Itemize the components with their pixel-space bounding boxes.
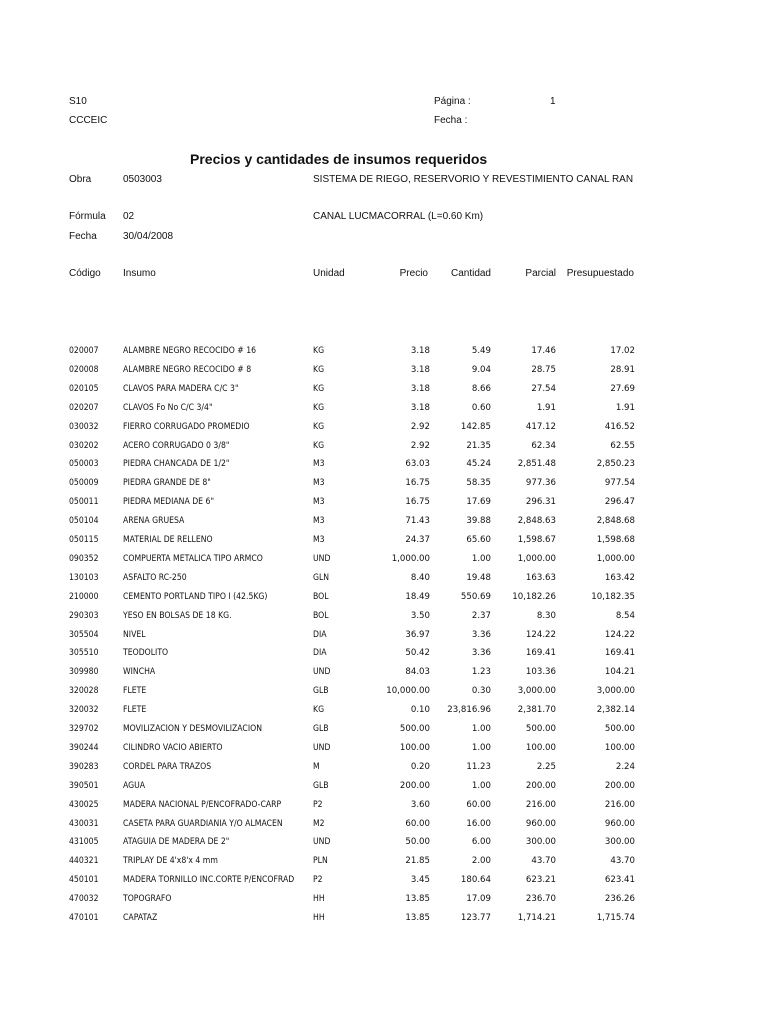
row-cantidad: 3.36 bbox=[471, 648, 491, 659]
row-precio: 8.40 bbox=[410, 572, 430, 583]
col-header-cantidad: Cantidad bbox=[450, 268, 491, 279]
row-insumo: TOPOGRAFO bbox=[123, 894, 172, 905]
row-insumo: MADERA NACIONAL P/ENCOFRADO-CARP bbox=[123, 799, 282, 810]
row-insumo: MADERA TORNILLO INC.CORTE P/ENCOFRAD bbox=[123, 875, 295, 886]
table-row bbox=[0, 855, 768, 874]
row-parcial: 27.54 bbox=[531, 383, 556, 394]
row-parcial: 216.00 bbox=[525, 799, 556, 810]
row-codigo: 090352 bbox=[69, 553, 99, 564]
row-parcial: 10,182.26 bbox=[512, 591, 556, 602]
row-precio: 2.92 bbox=[410, 421, 430, 432]
row-precio: 3.18 bbox=[410, 383, 430, 394]
row-precio: 3.18 bbox=[410, 346, 430, 356]
row-presupuestado: 1,715.74 bbox=[596, 913, 635, 923]
row-precio: 84.03 bbox=[405, 667, 430, 678]
row-precio: 3.60 bbox=[410, 799, 430, 810]
row-unidad: M3 bbox=[313, 516, 325, 527]
row-parcial: 2.25 bbox=[536, 761, 556, 772]
row-unidad: GLB bbox=[313, 724, 329, 734]
row-insumo: CAPATAZ bbox=[123, 913, 158, 923]
row-codigo: 320028 bbox=[69, 686, 99, 697]
row-cantidad: 1.00 bbox=[471, 742, 491, 753]
row-presupuestado: 2,382.14 bbox=[596, 705, 635, 716]
formula-label: Fórmula bbox=[69, 211, 106, 222]
col-header-insumo: Insumo bbox=[123, 268, 156, 279]
row-cantidad: 60.00 bbox=[466, 799, 491, 810]
row-cantidad: 8.66 bbox=[471, 383, 491, 394]
row-insumo: CILINDRO VACIO ABIERTO bbox=[123, 742, 223, 753]
col-header-presupuestado: Presupuestado bbox=[566, 268, 634, 279]
row-precio: 10,000.00 bbox=[386, 686, 430, 697]
fecha-value: 30/04/2008 bbox=[123, 231, 174, 242]
row-unidad: KG bbox=[313, 402, 325, 413]
company-code: CCCEIC bbox=[69, 115, 108, 126]
row-precio: 100.00 bbox=[399, 742, 430, 753]
row-precio: 71.43 bbox=[405, 516, 430, 527]
row-insumo: YESO EN BOLSAS DE 18 KG. bbox=[123, 610, 232, 621]
row-insumo: PIEDRA CHANCADA DE 1/2" bbox=[123, 459, 230, 470]
table-row bbox=[0, 666, 768, 685]
row-codigo: 030032 bbox=[69, 421, 99, 432]
row-unidad: KG bbox=[313, 705, 325, 716]
row-insumo: ALAMBRE NEGRO RECOCIDO # 8 bbox=[123, 364, 252, 375]
row-insumo: AGUA bbox=[123, 780, 146, 791]
row-codigo: 050115 bbox=[69, 535, 99, 545]
row-presupuestado: 977.54 bbox=[604, 478, 635, 489]
row-presupuestado: 216.00 bbox=[604, 799, 635, 810]
row-cantidad: 1.00 bbox=[471, 780, 491, 791]
table-row bbox=[0, 591, 768, 610]
row-codigo: 210000 bbox=[69, 591, 99, 602]
row-precio: 2.92 bbox=[410, 440, 430, 451]
row-parcial: 2,851.48 bbox=[517, 459, 556, 470]
table-row bbox=[0, 874, 768, 893]
row-unidad: P2 bbox=[313, 875, 323, 886]
system-code: S10 bbox=[69, 96, 87, 107]
row-parcial: 28.75 bbox=[531, 364, 556, 375]
row-cantidad: 58.35 bbox=[466, 478, 491, 489]
row-codigo: 390283 bbox=[69, 761, 99, 772]
table-row bbox=[0, 345, 768, 364]
table-row bbox=[0, 421, 768, 440]
obra-label: Obra bbox=[69, 174, 92, 185]
row-codigo: 390501 bbox=[69, 780, 99, 791]
formula-code: 02 bbox=[123, 211, 135, 222]
row-parcial: 43.70 bbox=[531, 856, 556, 867]
row-presupuestado: 124.22 bbox=[604, 629, 635, 640]
row-precio: 3.18 bbox=[410, 364, 430, 375]
row-precio: 16.75 bbox=[405, 497, 430, 508]
row-cantidad: 16.00 bbox=[466, 818, 491, 829]
table-row bbox=[0, 742, 768, 761]
row-codigo: 390244 bbox=[69, 742, 99, 753]
table-row bbox=[0, 761, 768, 780]
row-codigo: 130103 bbox=[69, 572, 99, 583]
row-insumo: CEMENTO PORTLAND TIPO I (42.5KG) bbox=[123, 591, 268, 602]
row-unidad: UND bbox=[313, 742, 331, 753]
row-presupuestado: 296.47 bbox=[604, 497, 635, 508]
row-presupuestado: 169.41 bbox=[604, 648, 635, 659]
row-insumo: FLETE bbox=[123, 705, 147, 716]
row-presupuestado: 28.91 bbox=[610, 364, 635, 375]
row-parcial: 300.00 bbox=[525, 837, 556, 848]
row-codigo: 430031 bbox=[69, 818, 99, 829]
row-precio: 1,000.00 bbox=[391, 553, 430, 564]
row-cantidad: 5.49 bbox=[471, 346, 491, 356]
row-parcial: 124.22 bbox=[525, 629, 556, 640]
row-insumo: ATAGUIA DE MADERA DE 2" bbox=[123, 837, 230, 848]
row-insumo: FLETE bbox=[123, 686, 147, 697]
row-insumo: TEODOLITO bbox=[123, 648, 169, 659]
row-parcial: 977.36 bbox=[525, 478, 556, 489]
col-header-codigo: Código bbox=[69, 268, 101, 279]
row-cantidad: 142.85 bbox=[460, 421, 491, 432]
row-precio: 24.37 bbox=[405, 535, 430, 545]
row-presupuestado: 1.91 bbox=[615, 402, 635, 413]
page-title: Precios y cantidades de insumos requeridos bbox=[190, 151, 488, 167]
row-parcial: 960.00 bbox=[525, 818, 556, 829]
row-insumo: TRIPLAY DE 4'x8'x 4 mm bbox=[123, 856, 218, 867]
table-row bbox=[0, 477, 768, 496]
row-presupuestado: 43.70 bbox=[610, 856, 635, 867]
row-parcial: 2,848.63 bbox=[517, 516, 556, 527]
row-unidad: GLN bbox=[313, 572, 330, 583]
row-codigo: 440321 bbox=[69, 856, 99, 867]
row-cantidad: 123.77 bbox=[460, 913, 491, 923]
row-presupuestado: 300.00 bbox=[604, 837, 635, 848]
table-row bbox=[0, 647, 768, 666]
page-number: 1 bbox=[550, 96, 556, 107]
table-row bbox=[0, 515, 768, 534]
row-insumo: ASFALTO RC-250 bbox=[123, 572, 187, 583]
row-presupuestado: 62.55 bbox=[610, 440, 635, 451]
row-cantidad: 9.04 bbox=[471, 364, 491, 375]
row-parcial: 2,381.70 bbox=[517, 705, 556, 716]
row-unidad: UND bbox=[313, 553, 331, 564]
row-codigo: 020207 bbox=[69, 402, 99, 413]
row-precio: 13.85 bbox=[405, 894, 430, 905]
row-cantidad: 23,816.96 bbox=[447, 705, 491, 716]
row-precio: 18.49 bbox=[405, 591, 430, 602]
row-parcial: 100.00 bbox=[525, 742, 556, 753]
table-row bbox=[0, 723, 768, 742]
row-precio: 0.20 bbox=[410, 761, 430, 772]
row-insumo: COMPUERTA METALICA TIPO ARMCO bbox=[123, 553, 263, 564]
row-presupuestado: 500.00 bbox=[604, 724, 635, 734]
row-cantidad: 1.23 bbox=[471, 667, 491, 678]
row-codigo: 305510 bbox=[69, 648, 99, 659]
row-presupuestado: 3,000.00 bbox=[596, 686, 635, 697]
table-row bbox=[0, 572, 768, 591]
table-row bbox=[0, 383, 768, 402]
row-cantidad: 1.00 bbox=[471, 724, 491, 734]
row-cantidad: 39.88 bbox=[466, 516, 491, 527]
row-precio: 500.00 bbox=[399, 724, 430, 734]
table-row bbox=[0, 496, 768, 515]
row-parcial: 163.63 bbox=[525, 572, 556, 583]
row-parcial: 1,000.00 bbox=[517, 553, 556, 564]
row-insumo: PIEDRA GRANDE DE 8" bbox=[123, 478, 211, 489]
table-row bbox=[0, 364, 768, 383]
row-insumo: ALAMBRE NEGRO RECOCIDO # 16 bbox=[123, 346, 257, 356]
row-parcial: 296.31 bbox=[525, 497, 556, 508]
row-codigo: 470032 bbox=[69, 894, 99, 905]
row-parcial: 17.46 bbox=[531, 346, 556, 356]
row-codigo: 290303 bbox=[69, 610, 99, 621]
row-presupuestado: 163.42 bbox=[604, 572, 635, 583]
row-insumo: ARENA GRUESA bbox=[123, 516, 185, 527]
row-codigo: 020105 bbox=[69, 383, 99, 394]
table-row bbox=[0, 458, 768, 477]
row-unidad: PLN bbox=[313, 856, 328, 867]
row-unidad: DIA bbox=[313, 629, 327, 640]
row-unidad: KG bbox=[313, 346, 325, 356]
row-presupuestado: 100.00 bbox=[604, 742, 635, 753]
row-cantidad: 1.00 bbox=[471, 553, 491, 564]
row-precio: 50.00 bbox=[405, 837, 430, 848]
obra-code: 0503003 bbox=[123, 174, 162, 185]
row-precio: 0.10 bbox=[410, 705, 430, 716]
row-cantidad: 65.60 bbox=[466, 535, 491, 545]
row-presupuestado: 104.21 bbox=[604, 667, 635, 678]
row-precio: 63.03 bbox=[405, 459, 430, 470]
row-precio: 36.97 bbox=[405, 629, 430, 640]
row-parcial: 623.21 bbox=[525, 875, 556, 886]
formula-description: CANAL LUCMACORRAL (L=0.60 Km) bbox=[313, 211, 484, 222]
date-label: Fecha : bbox=[434, 115, 468, 126]
row-insumo: MOVILIZACION Y DESMOVILIZACION bbox=[123, 724, 262, 734]
row-presupuestado: 236.26 bbox=[604, 894, 635, 905]
row-parcial: 1.91 bbox=[536, 402, 556, 413]
row-cantidad: 2.00 bbox=[471, 856, 491, 867]
row-presupuestado: 1,598.68 bbox=[596, 535, 635, 545]
row-cantidad: 2.37 bbox=[471, 610, 491, 621]
row-codigo: 309980 bbox=[69, 667, 99, 678]
row-precio: 3.50 bbox=[410, 610, 430, 621]
row-parcial: 169.41 bbox=[525, 648, 556, 659]
table-row bbox=[0, 402, 768, 421]
row-presupuestado: 200.00 bbox=[604, 780, 635, 791]
row-unidad: UND bbox=[313, 837, 331, 848]
row-parcial: 1,714.21 bbox=[517, 913, 556, 923]
row-codigo: 320032 bbox=[69, 705, 99, 716]
row-parcial: 417.12 bbox=[525, 421, 556, 432]
row-codigo: 450101 bbox=[69, 875, 99, 886]
row-cantidad: 180.64 bbox=[460, 875, 491, 886]
row-codigo: 020008 bbox=[69, 364, 99, 375]
row-parcial: 1,598.67 bbox=[517, 535, 556, 545]
row-unidad: M2 bbox=[313, 818, 325, 829]
row-presupuestado: 8.54 bbox=[615, 610, 635, 621]
row-cantidad: 6.00 bbox=[471, 837, 491, 848]
row-unidad: HH bbox=[313, 913, 325, 923]
row-presupuestado: 10,182.35 bbox=[591, 591, 635, 602]
row-unidad: UND bbox=[313, 667, 331, 678]
table-row bbox=[0, 836, 768, 855]
row-cantidad: 17.09 bbox=[466, 894, 491, 905]
row-precio: 16.75 bbox=[405, 478, 430, 489]
row-presupuestado: 1,000.00 bbox=[596, 553, 635, 564]
row-unidad: P2 bbox=[313, 799, 323, 810]
row-codigo: 329702 bbox=[69, 724, 99, 734]
table-row bbox=[0, 553, 768, 572]
row-precio: 200.00 bbox=[399, 780, 430, 791]
row-presupuestado: 2,850.23 bbox=[596, 459, 635, 470]
row-parcial: 3,000.00 bbox=[517, 686, 556, 697]
table-row bbox=[0, 440, 768, 459]
col-header-unidad: Unidad bbox=[313, 268, 345, 279]
row-codigo: 305504 bbox=[69, 629, 99, 640]
row-insumo: CASETA PARA GUARDIANIA Y/O ALMACEN bbox=[123, 818, 283, 829]
row-unidad: BOL bbox=[313, 591, 329, 602]
row-cantidad: 550.69 bbox=[460, 591, 491, 602]
table-row bbox=[0, 685, 768, 704]
row-unidad: KG bbox=[313, 440, 325, 451]
row-cantidad: 19.48 bbox=[466, 572, 491, 583]
row-precio: 3.45 bbox=[410, 875, 430, 886]
row-presupuestado: 960.00 bbox=[604, 818, 635, 829]
row-precio: 50.42 bbox=[405, 648, 430, 659]
row-unidad: GLB bbox=[313, 686, 329, 697]
table-row bbox=[0, 893, 768, 912]
row-unidad: HH bbox=[313, 894, 325, 905]
row-codigo: 050011 bbox=[69, 497, 99, 508]
row-presupuestado: 623.41 bbox=[604, 875, 635, 886]
row-insumo: MATERIAL DE RELLENO bbox=[123, 535, 213, 545]
row-cantidad: 0.30 bbox=[471, 686, 491, 697]
table-row bbox=[0, 799, 768, 818]
row-insumo: FIERRO CORRUGADO PROMEDIO bbox=[123, 421, 250, 432]
row-cantidad: 45.24 bbox=[466, 459, 491, 470]
row-unidad: M3 bbox=[313, 535, 325, 545]
table-row bbox=[0, 780, 768, 799]
row-insumo: PIEDRA MEDIANA DE 6" bbox=[123, 497, 215, 508]
row-parcial: 8.30 bbox=[536, 610, 556, 621]
row-insumo: CLAVOS PARA MADERA C/C 3" bbox=[123, 383, 239, 394]
row-unidad: GLB bbox=[313, 780, 329, 791]
row-precio: 60.00 bbox=[405, 818, 430, 829]
row-unidad: KG bbox=[313, 364, 325, 375]
row-insumo: CLAVOS Fo No C/C 3/4" bbox=[123, 402, 213, 413]
row-unidad: DIA bbox=[313, 648, 327, 659]
obra-description: SISTEMA DE RIEGO, RESERVORIO Y REVESTIMIENTO CANAL RAN bbox=[313, 174, 634, 185]
row-codigo: 050104 bbox=[69, 516, 99, 527]
row-unidad: M3 bbox=[313, 497, 325, 508]
row-unidad: KG bbox=[313, 383, 325, 394]
row-insumo: WINCHA bbox=[123, 667, 156, 678]
row-unidad: KG bbox=[313, 421, 325, 432]
row-insumo: CORDEL PARA TRAZOS bbox=[123, 761, 212, 772]
row-codigo: 050009 bbox=[69, 478, 99, 489]
row-codigo: 020007 bbox=[69, 346, 99, 356]
fecha-label: Fecha bbox=[69, 231, 97, 242]
row-precio: 3.18 bbox=[410, 402, 430, 413]
row-presupuestado: 27.69 bbox=[610, 383, 635, 394]
row-cantidad: 3.36 bbox=[471, 629, 491, 640]
row-parcial: 500.00 bbox=[525, 724, 556, 734]
table-row bbox=[0, 912, 768, 931]
row-precio: 21.85 bbox=[405, 856, 430, 867]
row-cantidad: 0.60 bbox=[471, 402, 491, 413]
col-header-parcial: Parcial bbox=[525, 268, 556, 279]
row-parcial: 236.70 bbox=[525, 894, 556, 905]
row-unidad: M3 bbox=[313, 459, 325, 470]
row-presupuestado: 416.52 bbox=[604, 421, 635, 432]
row-unidad: M3 bbox=[313, 478, 325, 489]
row-codigo: 030202 bbox=[69, 440, 99, 451]
table-row bbox=[0, 610, 768, 629]
row-insumo: ACERO CORRUGADO 0 3/8" bbox=[123, 440, 230, 451]
row-presupuestado: 2,848.68 bbox=[596, 516, 635, 527]
row-unidad: M bbox=[313, 761, 320, 772]
row-insumo: NIVEL bbox=[123, 629, 146, 640]
row-codigo: 050003 bbox=[69, 459, 99, 470]
row-parcial: 103.36 bbox=[525, 667, 556, 678]
row-cantidad: 21.35 bbox=[466, 440, 491, 451]
row-codigo: 431005 bbox=[69, 837, 99, 848]
table-row bbox=[0, 818, 768, 837]
row-presupuestado: 2.24 bbox=[615, 761, 635, 772]
table-row bbox=[0, 629, 768, 648]
row-codigo: 470101 bbox=[69, 913, 99, 923]
row-unidad: BOL bbox=[313, 610, 329, 621]
row-parcial: 62.34 bbox=[531, 440, 556, 451]
table-row bbox=[0, 534, 768, 553]
table-row bbox=[0, 704, 768, 723]
col-header-precio: Precio bbox=[399, 268, 428, 279]
page-label: Página : bbox=[434, 96, 471, 107]
row-presupuestado: 17.02 bbox=[610, 346, 635, 356]
row-precio: 13.85 bbox=[405, 913, 430, 923]
row-cantidad: 17.69 bbox=[466, 497, 491, 508]
row-cantidad: 11.23 bbox=[466, 761, 491, 772]
row-codigo: 430025 bbox=[69, 799, 99, 810]
row-parcial: 200.00 bbox=[525, 780, 556, 791]
